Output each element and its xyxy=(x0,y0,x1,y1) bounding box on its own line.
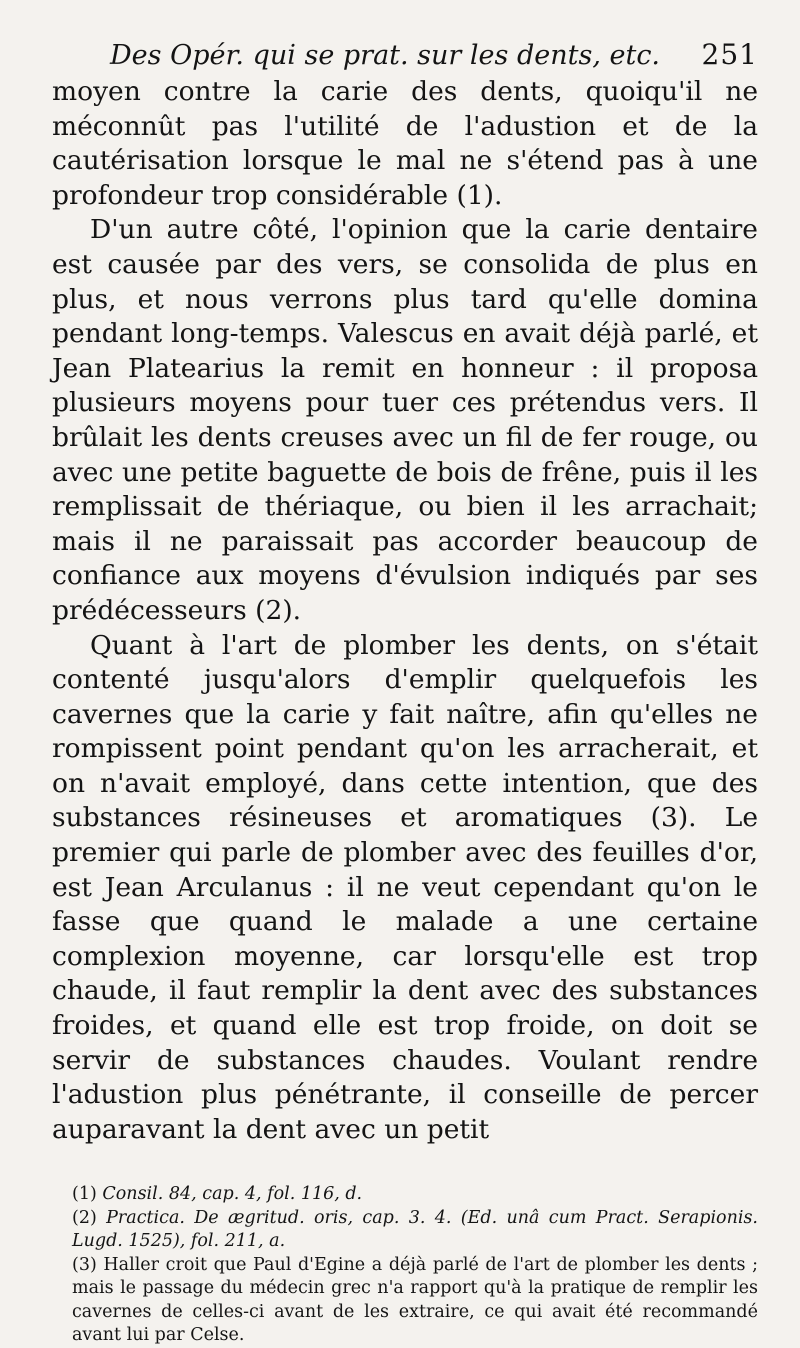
running-title: Des Opér. qui se prat. sur les dents, etc. xyxy=(110,40,661,71)
footnote-text: Haller croit que Paul d'Egine a déjà parlé de l'art de plomber les dents ; mais le passage du médecin grec n'a rapport qu'à la pratique de remplir les cavernes de celles-ci avant de les extraire, ce qui avait été recommandé avant lui par Celse. xyxy=(72,1254,758,1346)
running-head xyxy=(110,38,758,71)
body-text xyxy=(52,75,758,1147)
footnote-text: Consil. 84, cap. 4, fol. 116, d. xyxy=(102,1184,363,1205)
footnote-mark: (1) xyxy=(72,1184,97,1205)
paragraph: Quant à l'art de plomber les dents, on s'était contenté jusqu'alors d'emplir quelquefois les cavernes que la carie y fait naître, afin qu'elles ne rompissent point pendant qu'on les arracherait, et on n'avait employé, dans cette intention, que des substances résineuses et aromatiques (3). Le premier qui parle de plomber avec des feuilles d'or, est Jean Arculanus : il ne veut cependant qu'on le fasse que quand le malade a une certaine complexion moyenne, car lorsqu'elle est trop chaude, il faut remplir la dent avec des substances froides, et quand elle est trop froide, on doit se servir de substances chaudes. Voulant rendre l'adustion plus pénétrante, il conseille de percer auparavant la dent avec un petit xyxy=(52,629,758,1145)
footnote-mark: (3) xyxy=(72,1254,97,1275)
paragraph: D'un autre côté, l'opinion que la carie dentaire est causée par des vers, se consolida de plus en plus, et nous verrons plus tard qu'elle domina pendant long-temps. Valescus en avait déjà parlé, et Jean Platearius la remit en honneur : il proposa plusieurs moyens pour tuer ces prétendus vers. Il brûlait les dents creuses avec un fil de fer rouge, ou avec une petite baguette de bois de frêne, puis il les remplissait de thériaque, ou bien il les arrachait; mais il ne paraissait pas accorder beaucoup de confiance aux moyens d'évulsion indiqués par ses prédécesseurs (2). xyxy=(52,214,758,626)
footnote xyxy=(72,1207,758,1254)
footnote-text: Practica. De ægritud. oris, cap. 3. 4. (Ed. unâ cum Pract. Serapionis. Lugd. 1525), fol. 211, a. xyxy=(72,1207,758,1252)
page-number: 251 xyxy=(701,38,758,71)
footnotes xyxy=(52,1183,758,1348)
footnote-mark: (2) xyxy=(72,1207,97,1228)
paragraph-continued: moyen contre la carie des dents, quoiqu'il ne méconnût pas l'utilité de l'adustion et de la cautérisation lorsque le mal ne s'étend pas à une profondeur trop considérable (1). xyxy=(52,76,758,211)
footnote xyxy=(72,1254,758,1348)
footnote xyxy=(72,1183,758,1207)
